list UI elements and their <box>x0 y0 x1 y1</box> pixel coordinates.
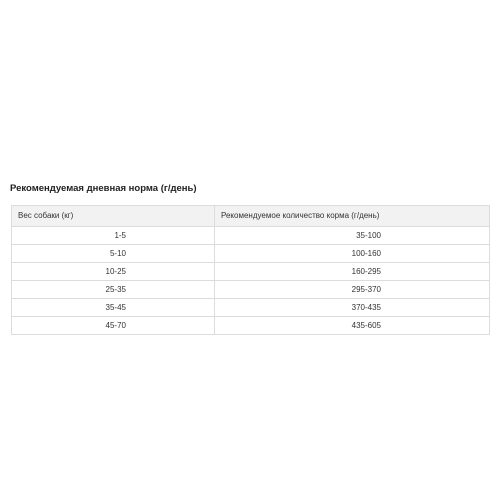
weight-cell: 1-5 <box>12 227 215 245</box>
feeding-table <box>11 205 490 335</box>
table-row <box>12 245 490 263</box>
column-header-amount: Рекомендуемое количество корма (г/день) <box>215 206 490 227</box>
table-row <box>12 317 490 335</box>
amount-cell: 295-370 <box>215 281 490 299</box>
weight-cell: 35-45 <box>12 299 215 317</box>
table-row <box>12 227 490 245</box>
weight-cell: 45-70 <box>12 317 215 335</box>
amount-cell: 435-605 <box>215 317 490 335</box>
table-row <box>12 263 490 281</box>
amount-cell: 160-295 <box>215 263 490 281</box>
amount-cell: 100-160 <box>215 245 490 263</box>
table-row <box>12 299 490 317</box>
weight-cell: 25-35 <box>12 281 215 299</box>
table-header-row <box>12 206 490 227</box>
weight-cell: 10-25 <box>12 263 215 281</box>
table-row <box>12 281 490 299</box>
column-header-weight: Вес собаки (кг) <box>12 206 215 227</box>
weight-cell: 5-10 <box>12 245 215 263</box>
page-title: Рекомендуемая дневная норма (г/день) <box>10 183 197 194</box>
amount-cell: 35-100 <box>215 227 490 245</box>
amount-cell: 370-435 <box>215 299 490 317</box>
